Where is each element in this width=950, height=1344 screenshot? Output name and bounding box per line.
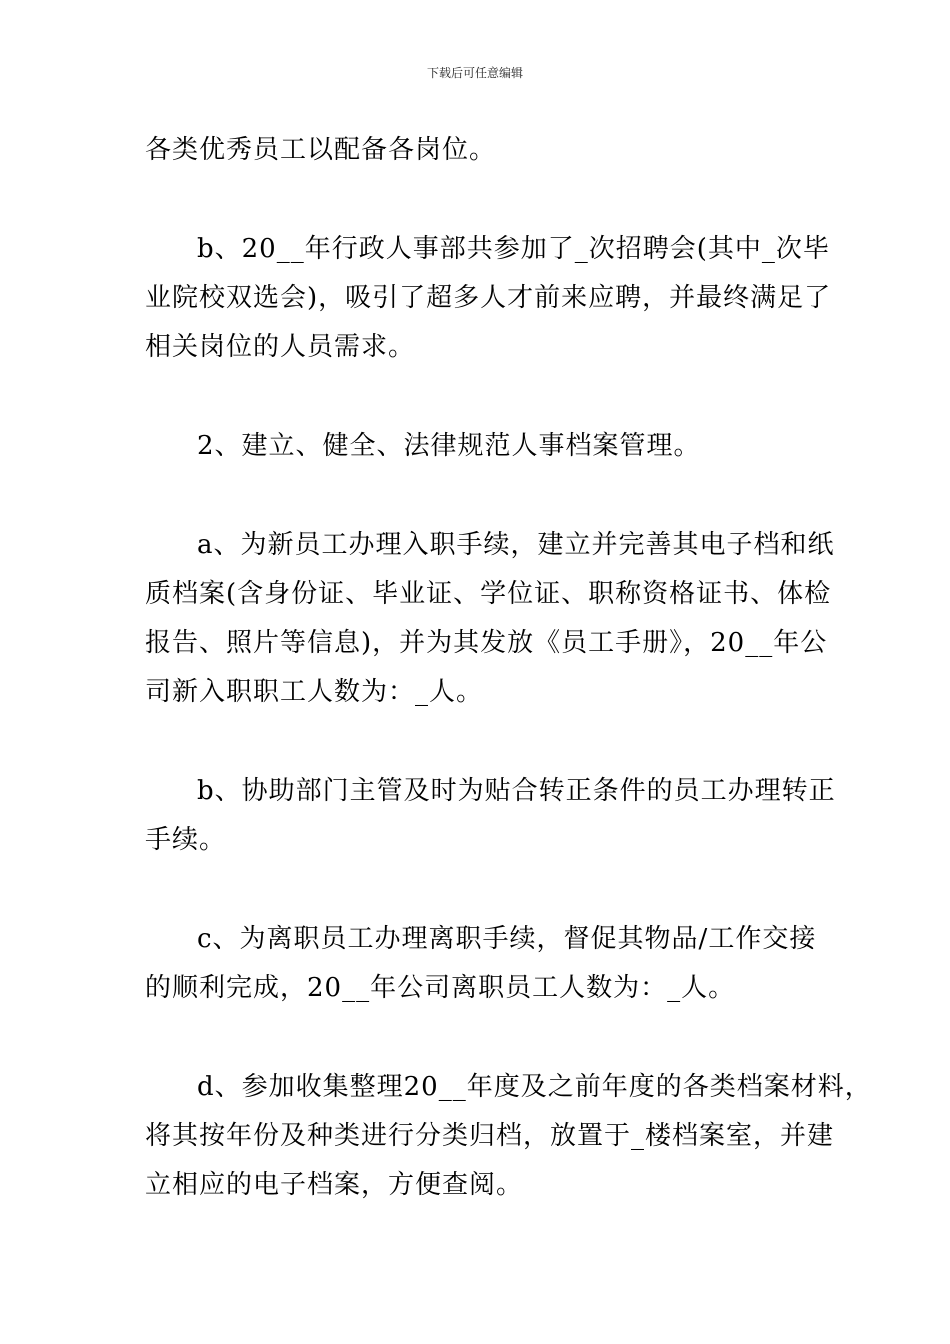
paragraph-continuation: [145, 126, 813, 175]
section-heading-archive-management: [145, 422, 813, 471]
text-line: d、参加收集整理20__年度及之前年度的各类档案材料，: [197, 1072, 872, 1102]
document-body: [145, 126, 872, 1210]
text-line: 手续。: [145, 825, 227, 855]
text-line: 立相应的电子档案，方便查阅。: [145, 1170, 524, 1200]
text-line: c、为离职员工办理离职手续，督促其物品/工作交接: [197, 924, 817, 954]
text-line: 将其按年份及种类进行分类归档，放置于_楼档案室，并建: [145, 1121, 835, 1151]
text-line: 2、建立、健全、法律规范人事档案管理。: [197, 431, 701, 461]
page-header: 下载后可任意编辑: [426, 66, 523, 80]
paragraph-resignation: [145, 915, 817, 1013]
paragraph-regularization: [145, 767, 836, 865]
text-line: 相关岗位的人员需求。: [145, 332, 416, 362]
paragraph-onboarding: [145, 521, 835, 717]
text-line: 报告、照片等信息)，并为其发放《员工手册》，20__年公: [145, 628, 828, 658]
text-line: 各类优秀员工以配备各岗位。: [145, 135, 497, 165]
text-line: 质档案(含身份证、毕业证、学位证、职称资格证书、体检: [145, 579, 832, 609]
text-line: b、协助部门主管及时为贴合转正条件的员工办理转正: [197, 776, 836, 806]
paragraph-recruitment-fairs: [145, 225, 832, 372]
text-line: 业院校双选会)，吸引了超多人才前来应聘，并最终满足了: [145, 283, 832, 313]
paragraph-archive-collection: [145, 1063, 872, 1210]
text-line: b、20__年行政人事部共参加了_次招聘会(其中_次毕: [197, 234, 830, 264]
text-line: 司新入职职工人数为：_人。: [145, 677, 484, 707]
text-line: 的顺利完成，20__年公司离职员工人数为：_人。: [145, 973, 736, 1003]
text-line: a、为新员工办理入职手续，建立并完善其电子档和纸: [197, 530, 835, 560]
